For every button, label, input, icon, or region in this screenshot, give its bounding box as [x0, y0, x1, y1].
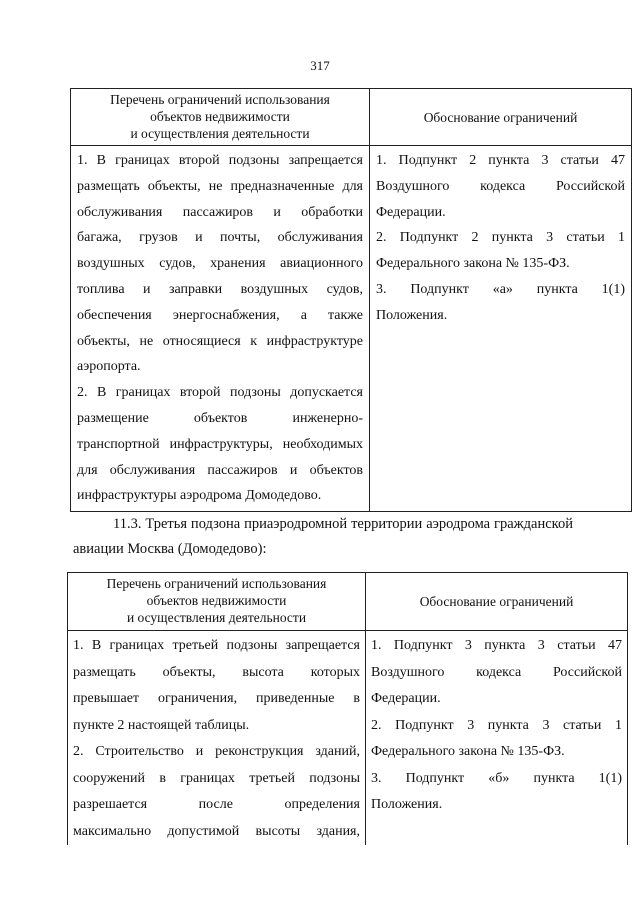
text-line: размещение объектов инженерно-: [77, 410, 363, 426]
text-line: пункте 2 настоящей таблицы.: [73, 717, 250, 733]
text-line: размещать объекты, не предназначенные для: [77, 178, 363, 194]
text-line: превышает ограничения, приведенные в: [73, 691, 360, 706]
restrictions-table-subzone-2: [70, 88, 632, 512]
text-line: багажа, грузов и почты, обслуживания: [77, 230, 363, 246]
text-line: размещать объекты, высота которых: [73, 664, 360, 680]
header-line: объектов недвижимости: [146, 593, 287, 608]
page-number: 317: [310, 58, 330, 73]
text-line: Положения.: [376, 307, 448, 323]
text-line: топлива и заправки воздушных судов,: [77, 281, 363, 297]
table-body-row: [71, 146, 632, 512]
header-justification: Обоснование ограничений: [366, 573, 628, 631]
text-line: 1. Подпункт 3 пункта 3 статьи 47: [371, 638, 622, 653]
paragraph-line: авиации Москва (Домодедово):: [73, 541, 267, 557]
justification-cell: [366, 631, 628, 846]
restrictions-cell: [71, 146, 370, 512]
header-restrictions-list: [68, 573, 366, 631]
text-line: 2. Строительство и реконструкция зданий,: [73, 744, 360, 759]
text-line: разрешается после определения: [73, 797, 360, 812]
text-line: Федерального закона № 135-ФЗ.: [371, 744, 565, 759]
header-line: объектов недвижимости: [150, 109, 290, 124]
text-line: для обслуживания пассажиров и объектов: [77, 462, 363, 478]
header-line: и осуществления деятельности: [130, 126, 310, 141]
text-line: Воздушного кодекса Российской: [371, 664, 622, 680]
table-body-row: [68, 631, 628, 846]
text-line: 1. Подпункт 2 пункта 3 статьи 47: [376, 153, 625, 168]
text-line: 1. В границах третьей подзоны запрещается: [73, 638, 360, 653]
table-header-row: [71, 89, 632, 146]
header-line: и осуществления деятельности: [126, 610, 307, 625]
text-line: обслуживания пассажиров и обработки: [77, 204, 363, 220]
text-line: инфраструктуры аэродрома Домодедово.: [77, 488, 322, 504]
header-justification: Обоснование ограничений: [370, 89, 632, 146]
section-paragraph-11-3: [73, 512, 573, 562]
text-line: 3. Подпункт «б» пункта 1(1): [371, 770, 622, 786]
restrictions-cell: [68, 631, 366, 846]
text-line: Воздушного кодекса Российской: [376, 178, 625, 194]
text-line: сооружений в границах третьей подзоны: [73, 770, 360, 786]
text-line: Положения.: [371, 797, 443, 812]
text-line: транспортной инфраструктуры, необходимых: [77, 436, 363, 452]
text-line: Федерации.: [371, 691, 441, 706]
paragraph-line: 11.3. Третья подзона приаэродромной территории аэродрома гражданской: [113, 516, 573, 532]
header-restrictions-list: [71, 89, 370, 146]
text-line: 2. В границах второй подзоны допускается: [77, 385, 363, 401]
restrictions-table-subzone-3: [67, 572, 628, 845]
text-line: обеспечения энергоснабжения, а также: [77, 307, 363, 323]
text-line: 3. Подпункт «а» пункта 1(1): [376, 281, 625, 297]
justification-cell: [370, 146, 632, 512]
text-line: 1. В границах второй подзоны запрещается: [77, 153, 363, 168]
text-line: Федерального закона № 135-ФЗ.: [376, 256, 570, 272]
header-line: Перечень ограничений использования: [106, 576, 327, 591]
text-line: Федерации.: [376, 204, 446, 220]
text-line: максимально допустимой высоты здания,: [73, 823, 360, 839]
table-header-row: [68, 573, 628, 631]
text-line: аэропорта.: [77, 359, 141, 375]
text-line: 2. Подпункт 3 пункта 3 статьи 1: [371, 717, 622, 733]
header-line: Перечень ограничений использования: [110, 92, 330, 107]
text-line: воздушных судов, хранения авиационного: [77, 256, 363, 272]
text-line: объекты, не относящиеся к инфраструктуре: [77, 333, 363, 349]
text-line: 2. Подпункт 2 пункта 3 статьи 1: [376, 230, 625, 246]
